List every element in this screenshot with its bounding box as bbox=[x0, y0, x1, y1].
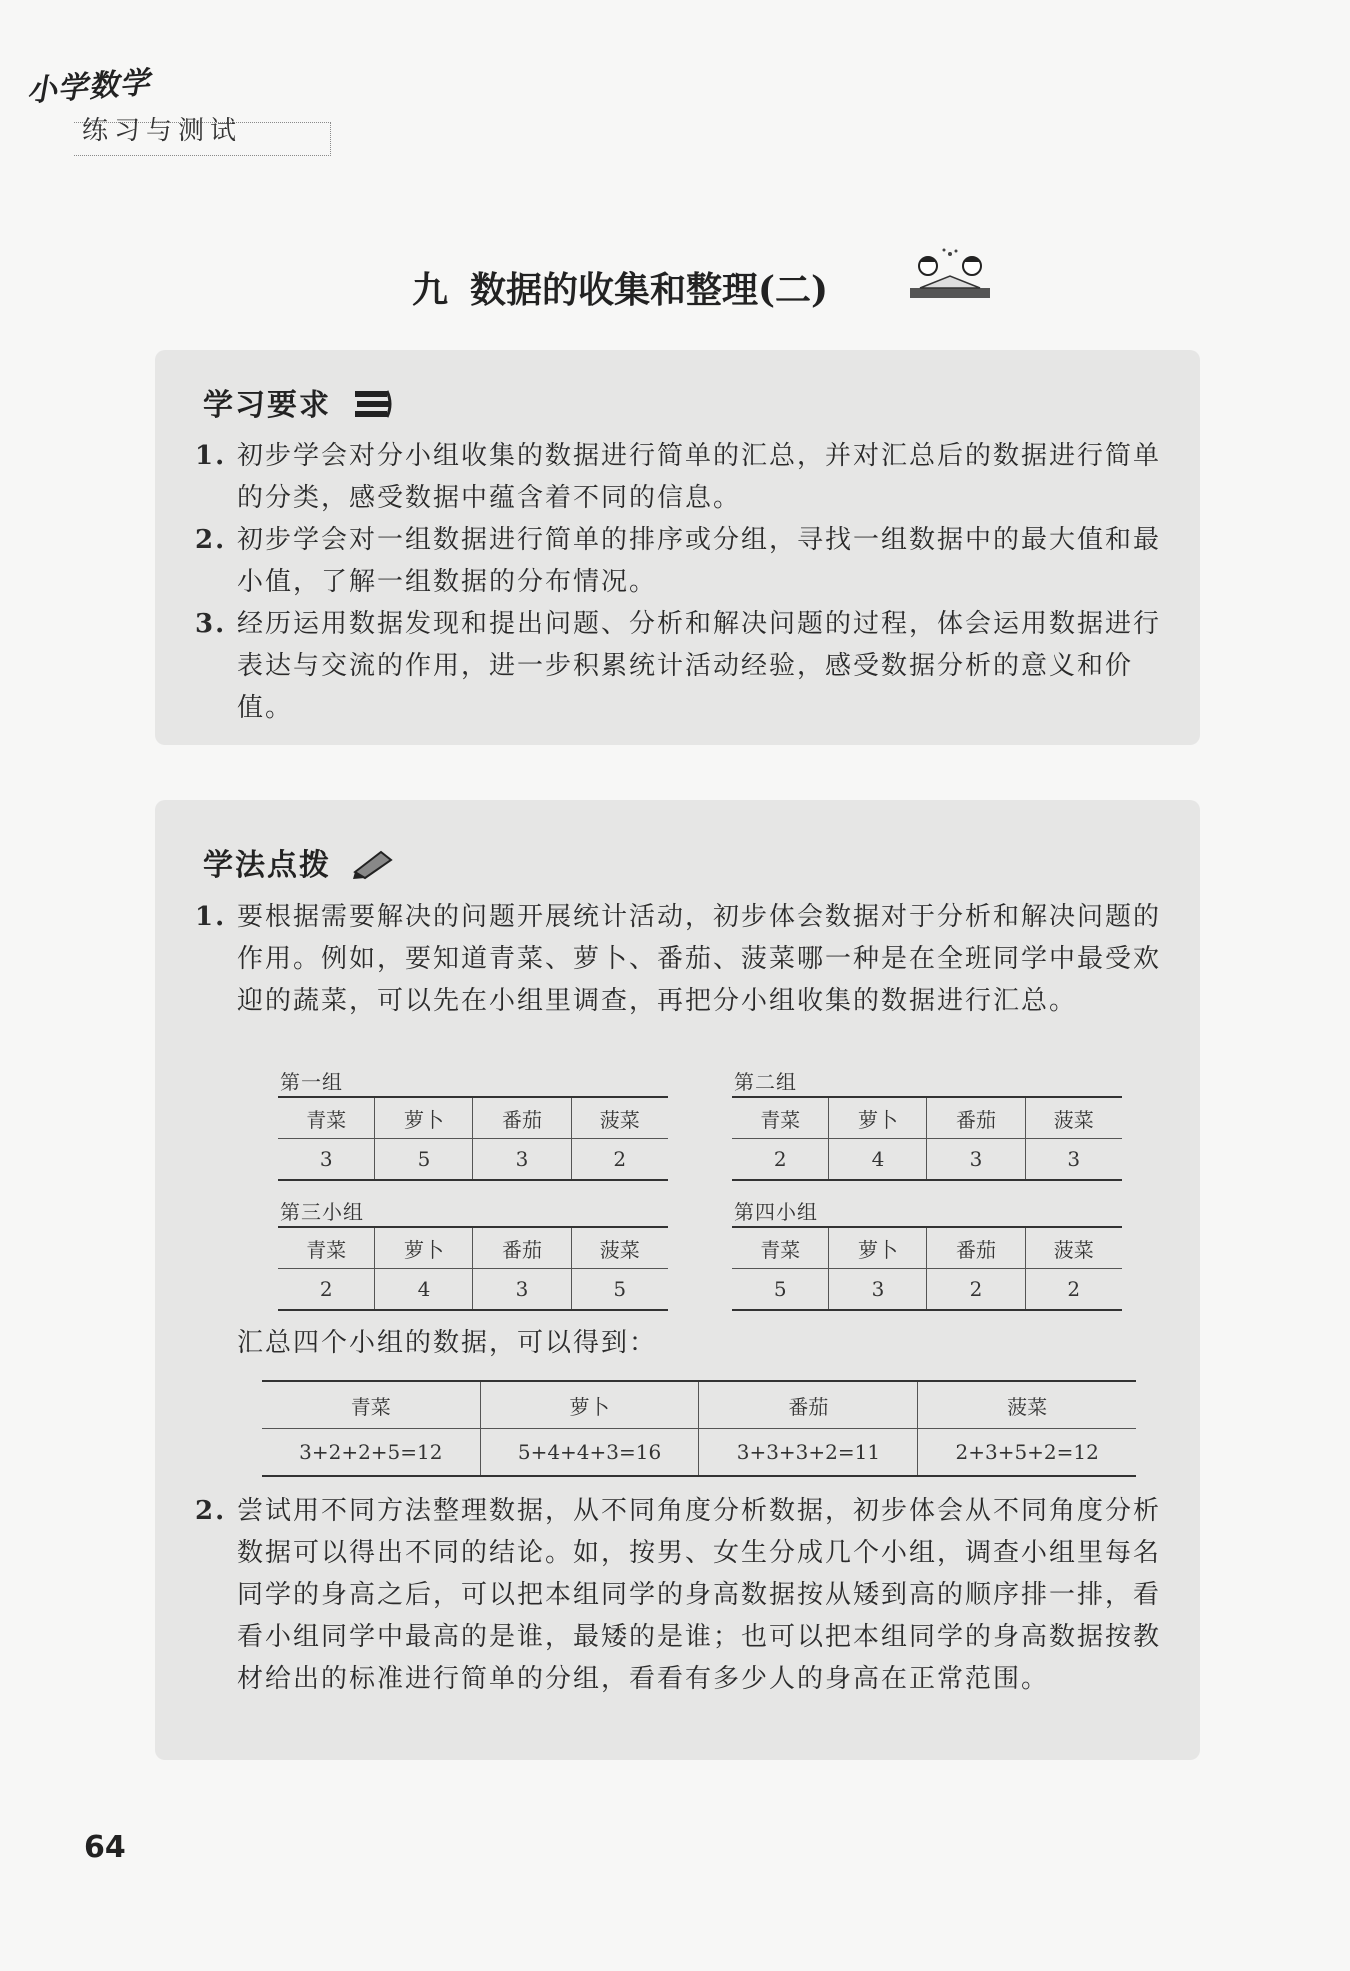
group-table bbox=[278, 1096, 668, 1181]
table-cell: 4 bbox=[829, 1139, 927, 1181]
column-header: 萝卜 bbox=[375, 1227, 473, 1269]
table-cell: 2 bbox=[773, 1147, 787, 1171]
list-item bbox=[195, 1490, 1170, 1700]
book-icon bbox=[351, 385, 393, 429]
summary-intro: 汇总四个小组的数据，可以得到： bbox=[237, 1328, 658, 1358]
table-cell: 5+4+4+3=16 bbox=[480, 1429, 699, 1477]
table-row bbox=[732, 1139, 1122, 1181]
heading-text: 学习要求 bbox=[203, 388, 331, 423]
column-header: 青菜 bbox=[732, 1097, 829, 1139]
table-row bbox=[278, 1139, 668, 1181]
page-number: 64 bbox=[84, 1830, 126, 1865]
column-header: 青菜 bbox=[262, 1381, 480, 1429]
table-cell: 2 bbox=[319, 1277, 333, 1301]
table-header-row bbox=[262, 1381, 1136, 1429]
table-cell: 5 bbox=[571, 1269, 668, 1311]
table-cell: 3 bbox=[473, 1269, 571, 1311]
brand-main-title: 小学数学 bbox=[25, 65, 152, 110]
table-cell: 2 bbox=[571, 1139, 668, 1181]
pencil-icon bbox=[351, 846, 395, 888]
column-header: 菠菜 bbox=[918, 1381, 1136, 1429]
chapter-number: 九 bbox=[411, 269, 448, 311]
column-header: 萝卜 bbox=[829, 1227, 927, 1269]
column-header: 菠菜 bbox=[571, 1227, 668, 1269]
table-cell: 5 bbox=[773, 1277, 787, 1301]
chapter-title bbox=[0, 262, 1350, 313]
learning-requirements-heading bbox=[203, 380, 393, 429]
group-table bbox=[732, 1096, 1122, 1181]
table-cell: 2+3+5+2=12 bbox=[918, 1429, 1136, 1477]
list-item bbox=[195, 896, 1170, 1022]
item-text: 初步学会对一组数据进行简单的排序或分组，寻找一组数据中的最大值和最小值，了解一组数据的分布情况。 bbox=[237, 525, 1162, 597]
table-cell: 2 bbox=[927, 1269, 1025, 1311]
item-text: 要根据需要解决的问题开展统计活动，初步体会数据对于分析和解决问题的作用。例如，要知道青菜、萝卜、番茄、菠菜哪一种是在全班同学中最受欢迎的蔬菜，可以先在小组里调查，再把分小组收集的数据进行汇总。 bbox=[237, 902, 1162, 1016]
column-header: 番茄 bbox=[927, 1097, 1025, 1139]
column-header: 番茄 bbox=[927, 1227, 1025, 1269]
summary-table bbox=[262, 1380, 1136, 1477]
list-item bbox=[195, 603, 1170, 729]
table-cell: 3 bbox=[1025, 1139, 1122, 1181]
column-header: 菠菜 bbox=[571, 1097, 668, 1139]
table-header-row bbox=[278, 1227, 668, 1269]
column-header: 青菜 bbox=[732, 1227, 829, 1269]
table-cell: 3+2+2+5=12 bbox=[299, 1440, 443, 1464]
table-cell: 3 bbox=[927, 1139, 1025, 1181]
table-cell: 3 bbox=[319, 1147, 333, 1171]
column-header: 菠菜 bbox=[1025, 1227, 1122, 1269]
list-item bbox=[195, 435, 1170, 519]
table-cell: 3 bbox=[829, 1269, 927, 1311]
column-header: 萝卜 bbox=[829, 1097, 927, 1139]
table-cell: 4 bbox=[375, 1269, 473, 1311]
table-row bbox=[732, 1269, 1122, 1311]
item-text: 尝试用不同方法整理数据，从不同角度分析数据，初步体会从不同角度分析数据可以得出不同的结论。如，按男、女生分成几个小组，调查小组里每名同学的身高之后，可以把本组同学的身高数据按从矮到高的顺序排一排，看看小组同学中最高的是谁，最矮的是谁；也可以把本组同学的身高数据按教材给出的标准进行简单的分组，看看有多少人的身高在正常范围。 bbox=[237, 1496, 1162, 1694]
item-text: 经历运用数据发现和提出问题、分析和解决问题的过程，体会运用数据进行表达与交流的作用，进一步积累统计活动经验，感受数据分析的意义和价值。 bbox=[237, 609, 1162, 723]
table-cell: 2 bbox=[1025, 1269, 1122, 1311]
table-row bbox=[262, 1429, 1136, 1477]
group-label: 第四小组 bbox=[734, 1200, 818, 1224]
column-header: 菠菜 bbox=[1025, 1097, 1122, 1139]
column-header: 萝卜 bbox=[375, 1097, 473, 1139]
column-header: 番茄 bbox=[473, 1097, 571, 1139]
table-header-row bbox=[278, 1097, 668, 1139]
column-header: 番茄 bbox=[473, 1227, 571, 1269]
chapter-title-text: 数据的收集和整理(二) bbox=[469, 269, 829, 311]
table-cell: 3 bbox=[473, 1139, 571, 1181]
column-header: 青菜 bbox=[278, 1097, 375, 1139]
study-tips-heading bbox=[203, 840, 395, 888]
item-number: 1. bbox=[195, 902, 227, 932]
group-label: 第三小组 bbox=[280, 1200, 364, 1224]
learning-requirements-panel bbox=[155, 350, 1200, 745]
group-table bbox=[278, 1226, 668, 1311]
group-label: 第一组 bbox=[280, 1070, 343, 1094]
item-number: 2. bbox=[195, 525, 227, 555]
heading-text: 学法点拨 bbox=[203, 848, 331, 883]
table-cell: 5 bbox=[375, 1139, 473, 1181]
group-table bbox=[732, 1226, 1122, 1311]
item-text: 初步学会对分小组收集的数据进行简单的汇总，并对汇总后的数据进行简单的分类，感受数据中蕴含着不同的信息。 bbox=[237, 441, 1162, 513]
column-header: 萝卜 bbox=[480, 1381, 699, 1429]
tips-list-part2 bbox=[195, 1490, 1170, 1700]
group-label: 第二组 bbox=[734, 1070, 797, 1094]
requirements-list bbox=[195, 435, 1170, 729]
column-header: 青菜 bbox=[278, 1227, 375, 1269]
item-number: 2. bbox=[195, 1496, 227, 1526]
tips-list-part1 bbox=[195, 896, 1170, 1022]
item-number: 3. bbox=[195, 609, 227, 639]
item-number: 1. bbox=[195, 441, 227, 471]
book-brand bbox=[25, 65, 243, 146]
brand-subtitle: 练习与测试 bbox=[82, 116, 243, 146]
table-header-row bbox=[732, 1097, 1122, 1139]
table-row bbox=[278, 1269, 668, 1311]
list-item bbox=[195, 519, 1170, 603]
reading-children-illustration bbox=[900, 246, 1000, 310]
table-cell: 3+3+3+2=11 bbox=[699, 1429, 918, 1477]
column-header: 番茄 bbox=[699, 1381, 918, 1429]
table-header-row bbox=[732, 1227, 1122, 1269]
